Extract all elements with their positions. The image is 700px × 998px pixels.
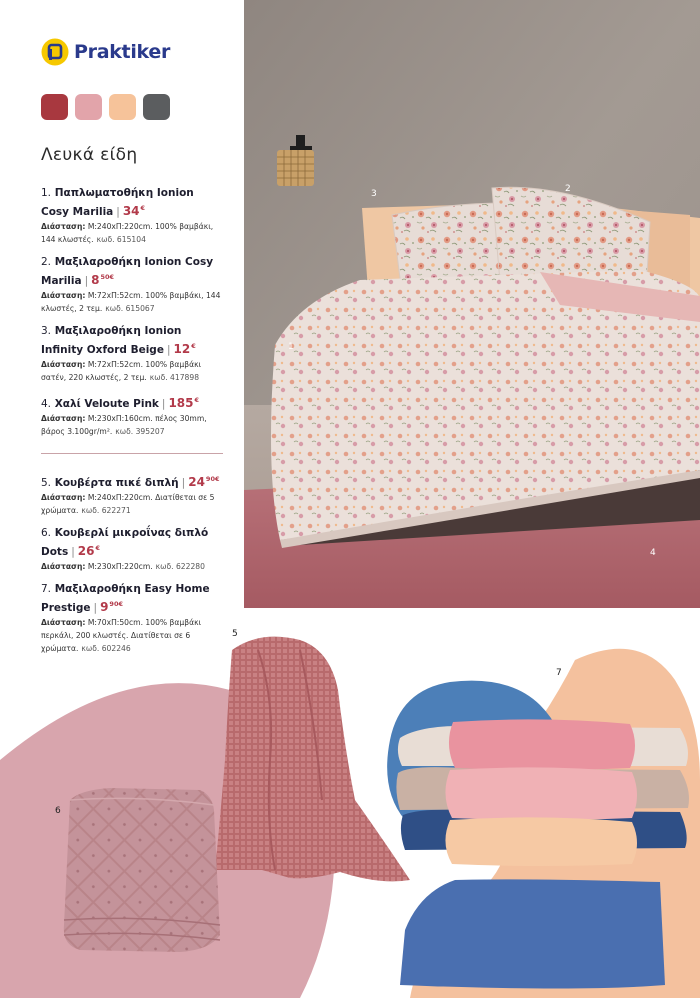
product-title: 4. Χαλί Veloute Pink | 185€ [41,396,200,410]
product-name: Κουβέρτα πικέ διπλή [54,477,179,489]
product-name: Μαξιλαροθήκη Ionion Cosy Marilia [41,256,214,287]
product-name: Κουβερλί μικροΐνας διπλό Dots [41,527,209,558]
product-number: 5. [41,477,52,489]
photo-label-2: 2 [565,184,571,194]
color-swatch[interactable] [41,94,68,120]
product-number: 1. [41,187,52,199]
product-code: κωδ. 615104 [96,235,146,244]
product-number: 2. [41,256,52,268]
product-code: κωδ. 395207 [115,427,165,436]
color-swatch[interactable] [143,94,170,120]
product-code: κωδ. 622280 [155,562,205,571]
product-item[interactable] [41,582,223,655]
product-price: 185€ [168,396,200,410]
product-number: 3. [41,325,52,337]
product-list-bottom [41,472,223,664]
product-item[interactable] [41,472,223,517]
photo-label-6: 6 [55,806,61,816]
photo-label-3: 3 [371,189,377,199]
product-description: Διάσταση: Μ:240xΠ:220cm. Διατίθεται σε 5 χρώματα. κωδ. 622271 [41,493,215,515]
praktiker-logo-icon [41,38,69,66]
product-title: 5. Κουβέρτα πικέ διπλή | $24^{90€}$ [41,475,220,489]
product-description: Διάσταση: Μ:72xΠ:52cm. 100% βαμβάκι, 144 κλωστές, 2 τεμ. κωδ. 615067 [41,291,221,313]
product-description: Διάσταση: Μ:230xΠ:220cm. κωδ. 622280 [41,562,205,571]
product-description: Διάσταση: Μ:240xΠ:220cm. 100% βαμβάκι, 144 κλωστές. κωδ. 615104 [41,222,214,244]
product-item[interactable] [41,186,223,246]
brand-logo[interactable] [41,38,170,66]
bedroom-photo [244,0,700,608]
product-title: 6. Κουβερλί μικροΐνας διπλό Dots | 26€ [41,527,209,558]
product-price: 26€ [77,544,100,558]
blanket-photo [215,637,410,882]
product-number: 4. [41,398,52,410]
product-title: 3. Μαξιλαροθήκη Ionion Infinity Oxford Beige | 12€ [41,325,196,356]
product-description: Διάσταση: Μ:72xΠ:52cm. 100% βαμβάκι σατέν, 220 κλωστές, 2 τεμ. κωδ. 417898 [41,360,202,382]
product-code: κωδ. 417898 [149,373,200,382]
photo-label-4: 4 [650,548,656,558]
product-title: 7. Μαξιλαροθήκη Easy Home Prestige | $9^{90€}$ [41,583,210,614]
product-code: κωδ. 615067 [105,304,155,313]
product-item[interactable] [41,526,223,573]
product-number: 7. [41,583,52,595]
section-divider [41,453,223,454]
product-name: Μαξιλαροθήκη Ionion Infinity Oxford Beige [41,325,182,356]
product-description: Διάσταση: Μ:230xΠ:160cm. πέλος 30mm, βάρος 3.100gr/m². κωδ. 395207 [41,414,207,436]
product-name: Μαξιλαροθήκη Easy Home Prestige [41,583,210,614]
product-name: Χαλί Veloute Pink [54,398,159,410]
product-title: 2. Μαξιλαροθήκη Ionion Cosy Marilia | $8^{50€}$ [41,256,214,287]
photo-label-1: 1 [288,342,294,352]
product-title: 1. Παπλωματοθήκη Ionion Cosy Marilia | 34€ [41,187,194,218]
product-name: Παπλωματοθήκη Ionion Cosy Marilia [41,187,194,218]
color-swatch[interactable] [109,94,136,120]
product-price: $9^{90€}$ [100,600,123,614]
product-list-top [41,186,223,447]
color-swatches [41,94,170,120]
product-price: 34€ [122,204,146,218]
product-code: κωδ. 602246 [81,644,131,653]
quilt-photo [64,788,220,952]
product-number: 6. [41,527,52,539]
product-description: Διάσταση: Μ:70xΠ:50cm. 100% βαμβάκι περκάλι, 200 κλωστές. Διατίθεται σε 6 χρώματα. κωδ. 602246 [41,618,202,653]
product-price: $8^{50€}$ [91,273,115,287]
product-price: $24^{90€}$ [188,475,220,489]
photo-label-5: 5 [232,629,238,639]
product-item[interactable] [41,393,223,438]
product-item[interactable] [41,255,223,315]
product-price: 12€ [173,342,196,356]
product-item[interactable] [41,324,223,384]
section-title: Λευκά είδη [41,145,138,165]
color-swatch[interactable] [75,94,102,120]
photo-label-7: 7 [556,668,562,678]
brand-name: Praktiker [74,41,171,63]
product-code: κωδ. 622271 [81,506,131,515]
